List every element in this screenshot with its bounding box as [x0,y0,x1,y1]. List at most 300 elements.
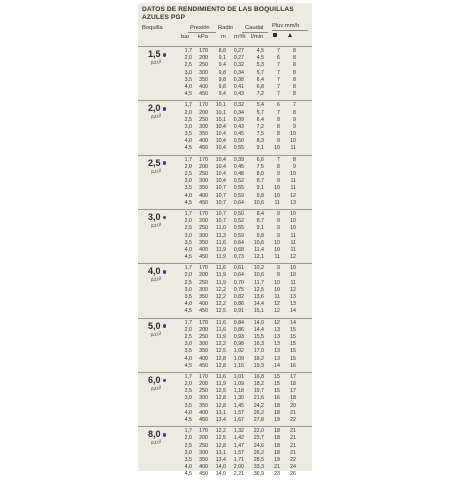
table-cell: 2,00 [233,464,244,471]
table-cell: 15 [290,348,296,355]
header-m: m [221,34,226,40]
table-cell: 250 [199,388,208,395]
table-cell: 300 [199,341,208,348]
table-row [138,308,312,315]
table-row [138,272,312,279]
table-cell: 18 [274,435,280,442]
table-cell: 18 [274,428,280,435]
table-row [138,145,312,152]
table-cell: 20 [290,402,296,409]
table-row [138,233,312,240]
table-cell: 350 [199,131,208,138]
table-cell: 2,5 [184,116,192,123]
table-cell: 1,09 [233,381,244,388]
table-cell: 15 [274,373,280,380]
table-title-line-2: AZULES PGP [142,14,186,21]
table-cell: 16 [274,395,280,402]
table-cell: 12,8 [215,402,226,409]
table-cell: 23,7 [253,435,264,442]
table-cell: 450 [199,471,208,478]
table-cell: 10 [290,210,296,217]
table-cell: 2,0 [184,109,192,116]
table-cell: 12,8 [215,442,226,449]
table-cell: 18,2 [253,355,264,362]
table-cell: 2,0 [184,218,192,225]
table-cell: 4,5 [256,55,264,62]
table-cell: 0,64 [233,199,244,206]
table-cell: 10,1 [215,102,226,109]
table-cell: 5,7 [256,69,264,76]
table-cell: 13,1 [215,409,226,416]
table-cell: 300 [199,449,208,456]
table-cell: 17,0 [253,348,264,355]
table-cell: 12,2 [215,301,226,308]
table-cell: 450 [199,199,208,206]
table-cell: 11,9 [216,279,226,286]
table-cell: 4,5 [184,471,192,478]
table-cell: 450 [199,145,208,152]
table-cell: 170 [199,156,208,163]
table-cell: 400 [199,246,208,253]
table-cell: 0,84 [233,319,244,326]
table-cell: 12,5 [215,348,226,355]
table-cell: 17 [290,373,296,380]
table-cell: 0,50 [233,138,244,145]
table-cell: 12 [290,286,296,293]
table-cell: 8 [293,83,296,90]
table-cell: 0,48 [233,171,244,177]
table-cell: 10,4 [215,178,226,185]
table-cell: 400 [199,83,208,90]
table-cell: 24,2 [253,402,264,409]
nozzle-color-label: Azul [150,221,162,230]
nozzle-group [138,46,312,100]
table-cell: 14,0 [253,319,264,326]
table-cell: 8,3 [256,138,264,145]
table-cell: 3,5 [184,456,192,463]
table-cell: 3,0 [184,232,192,239]
table-cell: 0,64 [233,272,244,279]
table-cell: 9 [277,171,280,177]
table-cell: 1,45 [233,402,244,409]
table-cell: 1,57 [233,449,244,456]
header-caudal: Caudal [245,25,264,31]
table-cell: 2,5 [184,388,192,395]
table-cell: 0,75 [233,286,244,293]
table-cell: 11,6 [216,319,226,326]
table-cell: 9 [293,123,296,130]
table-cell: 10 [274,279,280,286]
table-cell: 1,71 [233,456,244,463]
table-cell: 8 [277,163,280,170]
table-cell: 0,52 [233,178,244,185]
table-cell: 14,0 [215,471,226,478]
nozzle-group [138,372,312,426]
table-row [138,388,312,395]
table-row [138,395,312,402]
table-row [138,240,312,247]
table-cell: 13,6 [253,294,264,300]
table-cell: 200 [199,272,208,279]
table-cell: 8 [293,156,296,163]
table-cell: 1,7 [184,265,192,272]
table-cell: 7,5 [256,131,264,138]
table-cell: 350 [199,348,208,355]
table-cell: 6,6 [256,156,264,163]
table-cell: 9 [277,232,280,239]
table-cell: 11 [290,145,296,152]
table-cell: 1,7 [184,156,192,163]
table-cell: 2,0 [184,326,192,333]
table-cell: 10,4 [215,171,226,177]
table-cell: 8,8 [218,48,226,54]
table-row [138,164,312,171]
table-cell: 400 [199,464,208,471]
table-cell: 400 [199,192,208,199]
table-cell: 2,5 [184,62,192,69]
table-cell: 15 [290,355,296,362]
table-cell: 0,55 [233,145,244,152]
table-cell: 8,7 [256,178,264,185]
table-row [138,381,312,388]
table-row [138,348,312,355]
table-cell: 0,38 [233,76,244,83]
table-cell: 12,2 [215,286,226,293]
table-cell: 18 [274,402,280,409]
table-row [138,334,312,341]
table-cell: 11,3 [216,232,226,239]
table-cell: 300 [199,232,208,239]
table-cell: 1,01 [233,373,244,380]
table-cell: 21 [290,442,296,449]
table-cell: 22 [290,456,296,463]
table-row [138,471,312,478]
table-cell: 0,59 [233,192,244,199]
table-cell: 170 [199,48,208,54]
table-cell: 11,9 [216,246,226,253]
table-cell: 9 [277,225,280,232]
table-cell: 14 [290,308,296,315]
table-cell: 1,30 [233,395,244,402]
table-cell: 0,32 [233,102,244,109]
table-cell: 4,5 [184,308,192,315]
table-row [138,417,312,424]
table-cell: 4,0 [184,138,192,145]
table-cell: 9,1 [256,225,264,232]
table-cell: 1,57 [233,409,244,416]
table-cell: 10 [290,218,296,225]
table-cell: 7,5 [256,163,264,170]
table-cell: 8 [293,69,296,76]
table-cell: 0,55 [233,185,244,192]
table-cell: 1,7 [184,210,192,217]
table-cell: 4,0 [184,464,192,471]
table-cell: 250 [199,333,208,340]
table-cell: 2,0 [184,163,192,170]
table-cell: 16,3 [253,341,264,348]
table-cell: 11 [290,246,296,253]
nozzle-size-label: 5,0 [148,320,161,331]
table-cell: 17 [290,388,296,395]
table-cell: 12,5 [215,308,226,315]
table-cell: 3,0 [184,69,192,76]
table-cell: 1,7 [184,373,192,380]
table-cell: 0,41 [233,83,244,90]
table-cell: 450 [199,91,208,98]
table-row [138,265,312,272]
table-cell: 0,32 [233,62,244,69]
table-cell: 21 [290,435,296,442]
table-row [138,178,312,185]
table-cell: 13 [274,341,280,348]
table-cell: 0,43 [233,123,244,130]
table-cell: 1,09 [233,355,244,362]
table-cell: 9,1 [256,185,264,192]
table-cell: 0,70 [233,279,244,286]
table-cell: 4,5 [184,145,192,152]
table-cell: 12,2 [215,341,226,348]
table-cell: 9 [293,163,296,170]
table-cell: 10,1 [215,109,226,116]
table-cell: 15,5 [253,333,264,340]
table-cell: 10,1 [215,116,226,123]
table-cell: 11 [290,185,296,192]
table-cell: 350 [199,76,208,83]
table-cell: 8 [293,76,296,83]
table-cell: 10 [274,185,280,192]
table-cell: 8,7 [256,218,264,225]
table-cell: 10,7 [215,199,226,206]
table-cell: 11,9 [216,333,226,340]
table-cell: 7 [277,62,280,69]
table-cell: 11 [290,178,296,185]
table-cell: 13,4 [215,456,226,463]
table-cell: 12 [274,319,280,326]
table-cell: 24 [290,464,296,471]
table-cell: 250 [199,442,208,449]
table-cell: 1,7 [184,428,192,435]
table-cell: 8,4 [256,210,264,217]
table-row [138,110,312,117]
table-cell: 10 [290,272,296,279]
table-cell: 6,4 [256,76,264,83]
nozzle-performance-table [138,3,312,478]
nozzle-group [138,263,312,317]
table-cell: 7 [277,91,280,98]
table-cell: 0,61 [233,265,244,272]
table-row [138,70,312,77]
table-cell: 300 [199,178,208,185]
table-cell: 200 [199,381,208,388]
table-cell: 12,5 [253,286,264,293]
table-cell: 10 [290,265,296,272]
table-cell: 3,0 [184,178,192,185]
table-row [138,327,312,334]
table-cell: 200 [199,218,208,225]
table-cell: 13 [290,199,296,206]
table-cell: 6 [277,55,280,62]
table-cell: 10 [290,171,296,177]
table-cell: 10,4 [215,138,226,145]
table-cell: 8 [293,91,296,98]
table-cell: 12,8 [215,395,226,402]
table-cell: 4,5 [184,254,192,261]
table-cell: 8 [277,131,280,138]
header-pluv: Pluv mm/h [272,23,300,29]
table-cell: 18 [274,409,280,416]
table-cell: 3,5 [184,76,192,83]
table-cell: 200 [199,55,208,62]
table-row [138,124,312,131]
table-cell: 6 [277,102,280,109]
table-cell: 11 [290,232,296,239]
table-cell: 12,8 [215,362,226,369]
table-cell: 9 [277,210,280,217]
table-cell: 11,9 [216,381,226,388]
table-cell: 2,5 [184,442,192,449]
table-cell: 13,1 [215,449,226,456]
table-cell: 300 [199,395,208,402]
table-cell: 1,7 [184,48,192,54]
table-cell: 14 [290,319,296,326]
table-cell: 36,9 [253,471,264,478]
table-cell: 13 [274,355,280,362]
table-cell: 0,68 [233,246,244,253]
table-cell: 22,0 [253,428,264,435]
table-cell: 14,4 [253,326,264,333]
table-cell: 18 [274,449,280,456]
table-cell: 0,93 [233,333,244,340]
table-cell: 21,6 [253,395,264,402]
table-title-line-1: DATOS DE RENDIMIENTO DE LAS BOQUILLAS [142,6,294,13]
table-cell: 23 [274,471,280,478]
table-cell: 350 [199,239,208,246]
table-cell: 7 [277,76,280,83]
table-cell: 13 [290,301,296,308]
table-cell: 400 [199,138,208,145]
table-cell: 6,8 [256,83,264,90]
table-cell: 9 [293,116,296,123]
table-row [138,62,312,69]
table-cell: 300 [199,286,208,293]
table-cell: 0,27 [233,48,244,54]
table-row [138,102,312,109]
table-cell: 170 [199,373,208,380]
table-cell: 10,7 [215,192,226,199]
table-cell: 1,7 [184,102,192,109]
table-cell: 27,8 [253,417,264,423]
table-cell: 7,2 [256,91,264,98]
nozzle-color-label: Azul [150,113,162,122]
table-cell: 11 [274,254,280,261]
table-cell: 350 [199,185,208,192]
table-cell: 11,7 [254,279,264,286]
table-cell: 0,39 [233,116,244,123]
table-cell: 7 [277,48,280,54]
table-row [138,48,312,55]
table-cell: 0,86 [233,326,244,333]
nozzle-group [138,209,312,263]
table-cell: 250 [199,279,208,286]
table-cell: 2,0 [184,55,192,62]
table-title [138,3,312,22]
table-cell: 11,6 [216,326,226,333]
table-row [138,185,312,192]
table-cell: 11,4 [254,246,264,253]
table-cell: 1,42 [233,435,244,442]
table-row [138,84,312,91]
table-cell: 2,5 [184,171,192,177]
table-cell: 11,9 [216,254,226,261]
table-row [138,77,312,84]
nozzle-group [138,100,312,154]
table-cell: 1,7 [184,319,192,326]
table-cell: 4,0 [184,246,192,253]
table-cell: 0,86 [233,301,244,308]
table-row [138,254,312,261]
table-cell: 12 [290,192,296,199]
table-cell: 0,98 [233,341,244,348]
table-cell: 200 [199,435,208,442]
table-row [138,435,312,442]
table-cell: 11,6 [216,239,226,246]
table-cell: 450 [199,417,208,423]
table-cell: 4,5 [184,362,192,369]
table-cell: 5,4 [256,102,264,109]
table-cell: 4,0 [184,192,192,199]
table-cell: 3,0 [184,395,192,402]
table-cell: 1,18 [233,388,244,395]
table-cell: 10,6 [253,272,264,279]
table-row [138,294,312,301]
table-cell: 3,5 [184,402,192,409]
table-row [138,55,312,62]
table-cell: 12 [274,308,280,315]
table-cell: 9,4 [218,62,226,69]
table-cell: 8 [293,62,296,69]
table-row [138,363,312,370]
table-cell: 12,2 [215,428,226,435]
table-cell: 10 [274,246,280,253]
table-cell: 10,7 [215,185,226,192]
table-cell: 10,7 [215,210,226,217]
pluv-rule [272,30,308,31]
table-cell: 10 [290,131,296,138]
nozzle-size-label: 6,0 [148,374,161,385]
table-cell: 21 [290,449,296,456]
table-cell: 300 [199,123,208,130]
table-cell: 250 [199,225,208,232]
table-cell: 0,50 [233,210,244,217]
table-cell: 7,2 [256,123,264,130]
table-cell: 11 [274,294,280,300]
table-cell: 19,7 [253,388,264,395]
header-lmin: l/min [251,34,264,40]
table-row [138,157,312,164]
table-cell: 0,45 [233,131,244,138]
table-cell: 28,5 [253,456,264,463]
table-cell: 14,0 [215,464,226,471]
table-cell: 19 [274,417,280,423]
table-cell: 1,47 [233,442,244,449]
nozzle-size-label: 3,0 [148,211,161,222]
table-cell: 12,2 [215,294,226,300]
table-cell: 1,32 [233,428,244,435]
table-cell: 350 [199,456,208,463]
table-cell: 450 [199,254,208,261]
table-cell: 3,5 [184,239,192,246]
table-row [138,457,312,464]
